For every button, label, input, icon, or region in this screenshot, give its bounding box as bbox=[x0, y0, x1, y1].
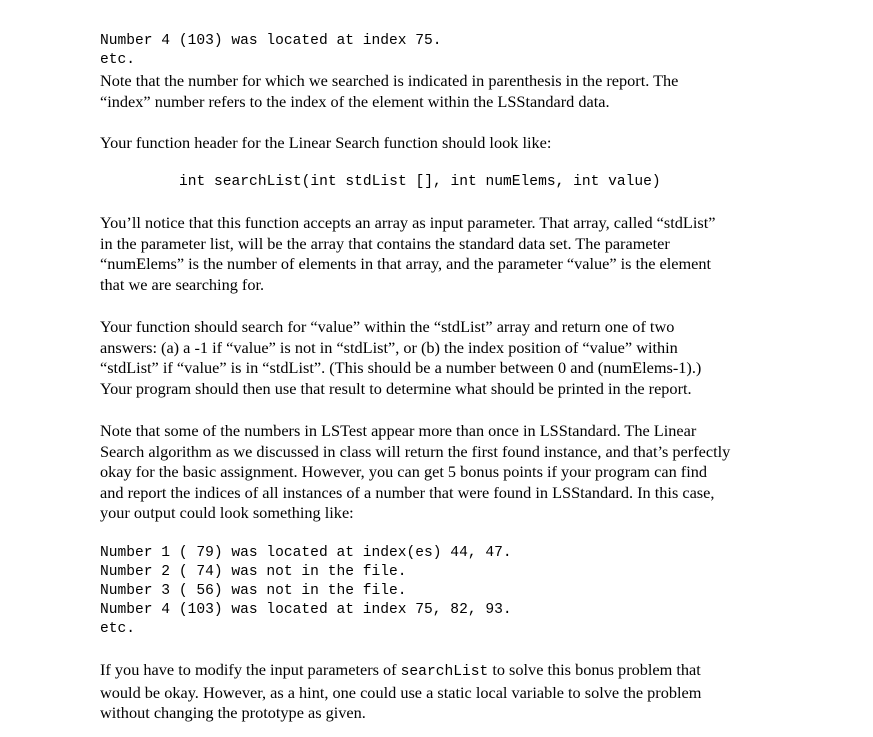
text-line: your output could look something like: bbox=[100, 503, 354, 522]
text-line: and report the indices of all instances of a number that were found in LSStandard. In this case, bbox=[100, 482, 715, 502]
final-paragraph bbox=[100, 660, 820, 724]
text-line: “numElems” is the number of elements in that array, and the parameter “value” is the element bbox=[100, 254, 712, 273]
bonus-paragraph bbox=[100, 421, 820, 524]
text-line: “stdList” if “value” is in “stdList”. (This should be a number between 0 and (numElems-1).) bbox=[100, 358, 702, 377]
output-line: Number 4 (103) was located at index 75, 82, 93. bbox=[100, 602, 512, 618]
output-line: Number 1 ( 79) was located at index(es) 44, 47. bbox=[100, 545, 512, 561]
sample-output-bonus bbox=[100, 544, 512, 639]
output-line: etc. bbox=[100, 621, 136, 637]
text-line: Your program should then use that result to determine what should be printed in the report. bbox=[100, 378, 692, 398]
note-paragraph bbox=[100, 71, 820, 112]
sample-output-top bbox=[100, 32, 442, 70]
text-line: okay for the basic assignment. However, you can get 5 bonus points if your program can find bbox=[100, 462, 708, 481]
text-line: without changing the prototype as given. bbox=[100, 703, 366, 722]
text-line: “index” number refers to the index of the element within the LSStandard data. bbox=[100, 91, 610, 111]
text-line: Note that the number for which we searched is indicated in parenthesis in the report. The bbox=[100, 71, 679, 90]
text-line: would be okay. However, as a hint, one could use a static local variable to solve the problem bbox=[100, 682, 702, 702]
output-line: Number 2 ( 74) was not in the file. bbox=[100, 564, 407, 580]
text-line: answers: (a) a -1 if “value” is not in “stdList”, or (b) the index position of “value” within bbox=[100, 337, 678, 357]
text-line: that we are searching for. bbox=[100, 274, 265, 294]
text-line: in the parameter list, will be the array that contains the standard data set. The parameter bbox=[100, 233, 670, 253]
notice-paragraph bbox=[100, 213, 820, 295]
search-paragraph bbox=[100, 317, 820, 399]
function-prototype: int searchList(int stdList [], int numElems, int value) bbox=[179, 174, 661, 190]
text-run: to solve this bonus problem that bbox=[488, 660, 701, 679]
text-line: You’ll notice that this function accepts an array as input parameter. That array, called “stdList” bbox=[100, 213, 716, 232]
output-line: Number 3 ( 56) was not in the file. bbox=[100, 583, 407, 599]
text-line: Your function header for the Linear Search function should look like: bbox=[100, 133, 552, 152]
text-line bbox=[100, 660, 820, 683]
text-line: Your function should search for “value” within the “stdList” array and return one of two bbox=[100, 317, 675, 336]
text-line: Search algorithm as we discussed in class will return the first found instance, and that’s perfectly bbox=[100, 441, 731, 461]
text-line: Note that some of the numbers in LSTest appear more than once in LSStandard. The Linear bbox=[100, 421, 697, 440]
output-line: etc. bbox=[100, 52, 136, 68]
header-paragraph bbox=[100, 133, 820, 154]
inline-code: searchList bbox=[400, 664, 489, 680]
output-line: Number 4 (103) was located at index 75. bbox=[100, 33, 442, 49]
text-run: If you have to modify the input parameters of bbox=[100, 660, 401, 679]
